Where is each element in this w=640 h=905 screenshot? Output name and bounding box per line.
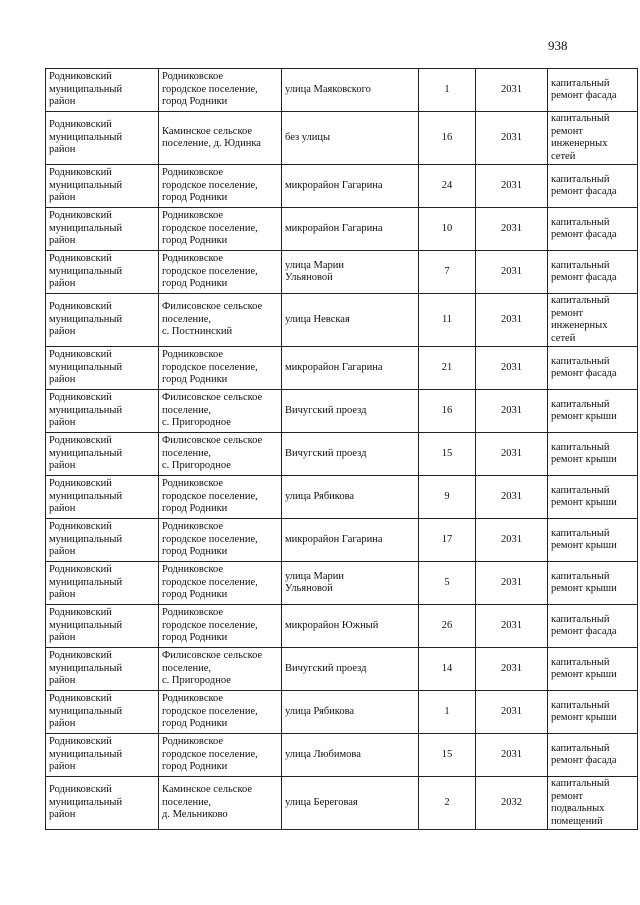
- year-text: 2031: [501, 748, 522, 760]
- house-number-cell: [419, 476, 476, 519]
- district-cell: [46, 648, 159, 691]
- settlement-cell: [159, 294, 282, 347]
- year-text: 2031: [501, 533, 522, 545]
- street-text: улица Рябикова: [285, 490, 355, 502]
- year-text: 2031: [501, 447, 522, 459]
- house-number-cell: [419, 433, 476, 476]
- table-row: [46, 562, 638, 605]
- year-cell: [476, 648, 548, 691]
- settlement-cell: [159, 648, 282, 691]
- street-cell: [282, 605, 419, 648]
- settlement-text: Родниковское городское поселение, город Родники: [162, 736, 258, 773]
- settlement-cell: [159, 777, 282, 830]
- settlement-cell: [159, 390, 282, 433]
- year-cell: [476, 208, 548, 251]
- street-cell: [282, 648, 419, 691]
- district-text: Родниковский муниципальный район: [49, 784, 123, 821]
- year-cell: [476, 69, 548, 112]
- year-text: 2031: [501, 265, 522, 277]
- settlement-cell: [159, 433, 282, 476]
- settlement-cell: [159, 734, 282, 777]
- house-number-text: 7: [444, 265, 450, 277]
- work-type-cell: [548, 390, 638, 433]
- settlement-text: Родниковское городское поселение, город Родники: [162, 253, 258, 290]
- work-type-cell: [548, 605, 638, 648]
- street-cell: [282, 69, 419, 112]
- work-type-cell: [548, 347, 638, 390]
- settlement-cell: [159, 476, 282, 519]
- table-row: [46, 605, 638, 648]
- work-type-text: капитальный ремонт фасада: [551, 216, 617, 240]
- house-number-text: 9: [444, 490, 450, 502]
- settlement-text: Родниковское городское поселение, город Родники: [162, 478, 258, 515]
- street-text: улица Марии Ульяновой: [285, 570, 345, 594]
- settlement-cell: [159, 562, 282, 605]
- work-type-cell: [548, 112, 638, 165]
- table-row: [46, 208, 638, 251]
- house-number-cell: [419, 777, 476, 830]
- settlement-text: Родниковское городское поселение, город Родники: [162, 564, 258, 601]
- district-cell: [46, 208, 159, 251]
- street-cell: [282, 112, 419, 165]
- repair-schedule-table: [45, 68, 638, 830]
- street-text: улица Невская: [285, 313, 350, 325]
- district-cell: [46, 734, 159, 777]
- work-type-cell: [548, 476, 638, 519]
- settlement-cell: [159, 519, 282, 562]
- table-row: [46, 165, 638, 208]
- work-type-text: капитальный ремонт фасада: [551, 173, 617, 197]
- street-cell: [282, 519, 419, 562]
- street-text: улица Маяковского: [285, 83, 371, 95]
- work-type-text: капитальный ремонт инженерных сетей: [551, 295, 610, 344]
- street-cell: [282, 347, 419, 390]
- table-row: [46, 476, 638, 519]
- settlement-text: Родниковское городское поселение, город Родники: [162, 521, 258, 558]
- table-row: [46, 433, 638, 476]
- district-cell: [46, 294, 159, 347]
- settlement-text: Филисовское сельское поселение, с. Постнинский: [162, 301, 263, 338]
- settlement-text: Филисовское сельское поселение, с. Пригородное: [162, 392, 263, 429]
- house-number-cell: [419, 519, 476, 562]
- street-cell: [282, 208, 419, 251]
- work-type-text: капитальный ремонт подвальных помещений: [551, 778, 610, 827]
- house-number-cell: [419, 648, 476, 691]
- street-text: улица Любимова: [285, 748, 361, 760]
- work-type-cell: [548, 251, 638, 294]
- street-cell: [282, 433, 419, 476]
- work-type-cell: [548, 519, 638, 562]
- table-row: [46, 519, 638, 562]
- house-number-cell: [419, 294, 476, 347]
- street-text: микрорайон Гагарина: [285, 533, 383, 545]
- work-type-cell: [548, 648, 638, 691]
- district-cell: [46, 777, 159, 830]
- settlement-cell: [159, 347, 282, 390]
- table-row: [46, 390, 638, 433]
- year-text: 2031: [501, 361, 522, 373]
- street-cell: [282, 294, 419, 347]
- district-text: Родниковский муниципальный район: [49, 71, 123, 108]
- settlement-cell: [159, 691, 282, 734]
- district-cell: [46, 165, 159, 208]
- work-type-cell: [548, 777, 638, 830]
- district-cell: [46, 562, 159, 605]
- year-cell: [476, 777, 548, 830]
- street-text: улица Марии Ульяновой: [285, 259, 345, 283]
- year-cell: [476, 519, 548, 562]
- street-cell: [282, 777, 419, 830]
- house-number-cell: [419, 208, 476, 251]
- year-text: 2031: [501, 131, 522, 143]
- street-text: Вичугский проезд: [285, 447, 367, 459]
- house-number-text: 15: [441, 447, 453, 459]
- work-type-cell: [548, 734, 638, 777]
- district-cell: [46, 347, 159, 390]
- district-cell: [46, 69, 159, 112]
- district-text: Родниковский муниципальный район: [49, 607, 123, 644]
- street-text: улица Рябикова: [285, 705, 355, 717]
- year-text: 2031: [501, 83, 522, 95]
- house-number-text: 16: [441, 404, 453, 416]
- district-text: Родниковский муниципальный район: [49, 349, 123, 386]
- work-type-text: капитальный ремонт фасада: [551, 613, 617, 637]
- work-type-text: капитальный ремонт крыши: [551, 484, 617, 508]
- year-cell: [476, 390, 548, 433]
- table-row: [46, 734, 638, 777]
- house-number-text: 14: [441, 662, 453, 674]
- work-type-cell: [548, 433, 638, 476]
- settlement-cell: [159, 165, 282, 208]
- work-type-cell: [548, 294, 638, 347]
- work-type-text: капитальный ремонт инженерных сетей: [551, 113, 610, 162]
- house-number-text: 24: [441, 179, 453, 191]
- house-number-cell: [419, 251, 476, 294]
- street-cell: [282, 390, 419, 433]
- settlement-text: Филисовское сельское поселение, с. Пригородное: [162, 650, 263, 687]
- work-type-text: капитальный ремонт крыши: [551, 441, 617, 465]
- work-type-text: капитальный ремонт крыши: [551, 398, 617, 422]
- year-text: 2031: [501, 662, 522, 674]
- district-text: Родниковский муниципальный район: [49, 435, 123, 472]
- settlement-text: Родниковское городское поселение, город Родники: [162, 71, 258, 108]
- street-cell: [282, 691, 419, 734]
- district-text: Родниковский муниципальный район: [49, 650, 123, 687]
- house-number-text: 16: [441, 131, 453, 143]
- work-type-text: капитальный ремонт фасада: [551, 259, 617, 283]
- street-cell: [282, 562, 419, 605]
- work-type-text: капитальный ремонт крыши: [551, 656, 617, 680]
- work-type-text: капитальный ремонт фасада: [551, 742, 617, 766]
- district-text: Родниковский муниципальный район: [49, 253, 123, 290]
- work-type-text: капитальный ремонт крыши: [551, 527, 617, 551]
- year-text: 2031: [501, 313, 522, 325]
- street-cell: [282, 251, 419, 294]
- year-cell: [476, 734, 548, 777]
- district-text: Родниковский муниципальный район: [49, 392, 123, 429]
- street-text: микрорайон Гагарина: [285, 179, 383, 191]
- settlement-text: Филисовское сельское поселение, с. Пригородное: [162, 435, 263, 472]
- year-cell: [476, 562, 548, 605]
- work-type-cell: [548, 562, 638, 605]
- work-type-cell: [548, 165, 638, 208]
- district-text: Родниковский муниципальный район: [49, 301, 123, 338]
- settlement-text: Родниковское городское поселение, город Родники: [162, 210, 258, 247]
- work-type-text: капитальный ремонт фасада: [551, 355, 617, 379]
- table-row: [46, 648, 638, 691]
- year-text: 2031: [501, 619, 522, 631]
- year-cell: [476, 294, 548, 347]
- year-cell: [476, 165, 548, 208]
- house-number-cell: [419, 562, 476, 605]
- district-text: Родниковский муниципальный район: [49, 564, 123, 601]
- district-text: Родниковский муниципальный район: [49, 478, 123, 515]
- house-number-text: 2: [444, 796, 450, 808]
- house-number-text: 5: [444, 576, 450, 588]
- settlement-cell: [159, 69, 282, 112]
- district-cell: [46, 251, 159, 294]
- table-row: [46, 69, 638, 112]
- district-cell: [46, 112, 159, 165]
- work-type-text: капитальный ремонт крыши: [551, 699, 617, 723]
- street-cell: [282, 734, 419, 777]
- district-text: Родниковский муниципальный район: [49, 521, 123, 558]
- year-text: 2031: [501, 490, 522, 502]
- district-text: Родниковский муниципальный район: [49, 736, 123, 773]
- year-text: 2031: [501, 179, 522, 191]
- year-cell: [476, 433, 548, 476]
- house-number-cell: [419, 69, 476, 112]
- year-cell: [476, 112, 548, 165]
- street-text: микрорайон Южный: [285, 619, 379, 631]
- house-number-text: 17: [441, 533, 453, 545]
- settlement-text: Каминское сельское поселение, д. Юдинка: [162, 125, 261, 149]
- house-number-cell: [419, 691, 476, 734]
- year-cell: [476, 251, 548, 294]
- district-text: Родниковский муниципальный район: [49, 167, 123, 204]
- year-cell: [476, 476, 548, 519]
- house-number-text: 10: [441, 222, 453, 234]
- table-row: [46, 112, 638, 165]
- house-number-text: 11: [441, 313, 453, 325]
- street-text: микрорайон Гагарина: [285, 361, 383, 373]
- table-row: [46, 251, 638, 294]
- district-cell: [46, 433, 159, 476]
- district-text: Родниковский муниципальный район: [49, 693, 123, 730]
- table-row: [46, 777, 638, 830]
- settlement-cell: [159, 112, 282, 165]
- street-text: улица Береговая: [285, 796, 358, 808]
- settlement-cell: [159, 208, 282, 251]
- year-cell: [476, 605, 548, 648]
- work-type-cell: [548, 691, 638, 734]
- work-type-cell: [548, 208, 638, 251]
- street-text: Вичугский проезд: [285, 404, 367, 416]
- year-text: 2032: [501, 796, 522, 808]
- street-text: микрорайон Гагарина: [285, 222, 383, 234]
- district-cell: [46, 605, 159, 648]
- table-row: [46, 347, 638, 390]
- district-text: Родниковский муниципальный район: [49, 210, 123, 247]
- year-text: 2031: [501, 576, 522, 588]
- district-cell: [46, 519, 159, 562]
- settlement-text: Родниковское городское поселение, город Родники: [162, 349, 258, 386]
- house-number-text: 1: [444, 83, 450, 95]
- street-cell: [282, 476, 419, 519]
- year-text: 2031: [501, 404, 522, 416]
- work-type-text: капитальный ремонт крыши: [551, 570, 617, 594]
- house-number-cell: [419, 605, 476, 648]
- table-row: [46, 294, 638, 347]
- table-row: [46, 691, 638, 734]
- house-number-cell: [419, 390, 476, 433]
- house-number-cell: [419, 734, 476, 777]
- year-text: 2031: [501, 705, 522, 717]
- table-body: [46, 69, 638, 830]
- settlement-text: Родниковское городское поселение, город Родники: [162, 693, 258, 730]
- house-number-cell: [419, 165, 476, 208]
- settlement-cell: [159, 605, 282, 648]
- settlement-cell: [159, 251, 282, 294]
- district-text: Родниковский муниципальный район: [49, 119, 123, 156]
- house-number-text: 21: [441, 361, 453, 373]
- street-text: Вичугский проезд: [285, 662, 367, 674]
- district-cell: [46, 390, 159, 433]
- work-type-text: капитальный ремонт фасада: [551, 77, 617, 101]
- house-number-cell: [419, 347, 476, 390]
- year-text: 2031: [501, 222, 522, 234]
- street-text: без улицы: [285, 131, 331, 143]
- house-number-text: 26: [441, 619, 453, 631]
- settlement-text: Родниковское городское поселение, город Родники: [162, 167, 258, 204]
- house-number-text: 15: [441, 748, 453, 760]
- district-cell: [46, 476, 159, 519]
- year-cell: [476, 691, 548, 734]
- house-number-text: 1: [444, 705, 450, 717]
- settlement-text: Родниковское городское поселение, город Родники: [162, 607, 258, 644]
- work-type-cell: [548, 69, 638, 112]
- street-cell: [282, 165, 419, 208]
- district-cell: [46, 691, 159, 734]
- page-number: 938: [548, 38, 568, 53]
- house-number-cell: [419, 112, 476, 165]
- settlement-text: Каминское сельское поселение, д. Мельниково: [162, 784, 253, 821]
- year-cell: [476, 347, 548, 390]
